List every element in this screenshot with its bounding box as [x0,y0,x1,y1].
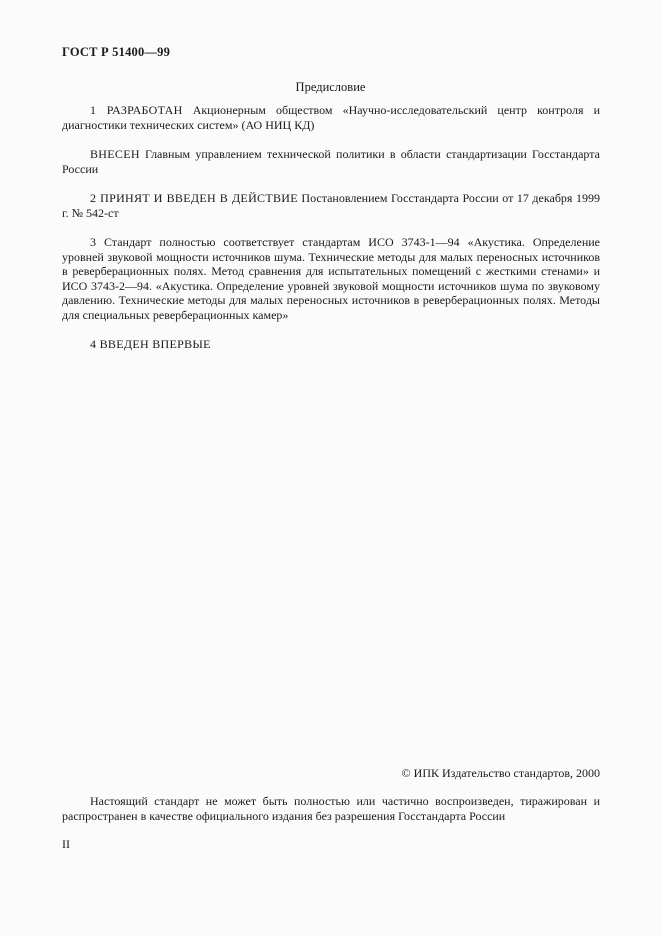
paragraph-text: Постановлением Госстандарта России от 17 декабря 1999 г. № 542-ст [62,191,600,220]
page-number: II [62,837,70,851]
page-title: Предисловие [295,80,366,94]
paragraph-adopted [62,191,600,220]
paragraph-conformity [62,235,600,322]
reproduction-notice: Настоящий стандарт не может быть полностью или частично воспроизведен, тиражирован и распространен в качестве официального издания без разрешения Госстандарта России [62,794,600,823]
paragraph-lead: 2 ПРИНЯТ И ВВЕДЕН В ДЕЙСТВИЕ [90,191,298,205]
paragraph-lead: 4 ВВЕДЕН ВПЕРВЫЕ [90,337,211,351]
paragraph-lead: ВНЕСЕН [90,147,140,161]
copyright-line: © ИПК Издательство стандартов, 2000 [401,766,600,780]
paragraph-text: 3 Стандарт полностью соответствует стандартам ИСО 3743-1—94 «Акустика. Определение уровней звуковой мощности источников шума. Технические методы для малых переносных источников в реверберационных полях. Метод сравнения для испытательных помещений с жесткими стенами» и ИСО 3743-2—94. «Акустика. Определение уровней звуковой мощности источников шума по звуковому давлению. Технические методы для малых переносных источников в реверберационных полях. Методы для специальных реверберационных камер» [62,235,600,322]
paragraph-text: Главным управлением технической политики в области стандартизации Госстандарта России [62,147,600,176]
paragraph-text: Акционерным обществом «Научно-исследовательский центр контроля и диагностики технических систем» (АО НИЦ КД) [62,103,600,132]
standard-designation: ГОСТ Р 51400—99 [62,45,171,59]
paragraph-first-introduced [62,337,600,352]
paragraph-introduced [62,147,600,176]
paragraph-developed [62,103,600,132]
foreword-body [62,103,600,367]
paragraph-lead: 1 РАЗРАБОТАН [90,103,183,117]
